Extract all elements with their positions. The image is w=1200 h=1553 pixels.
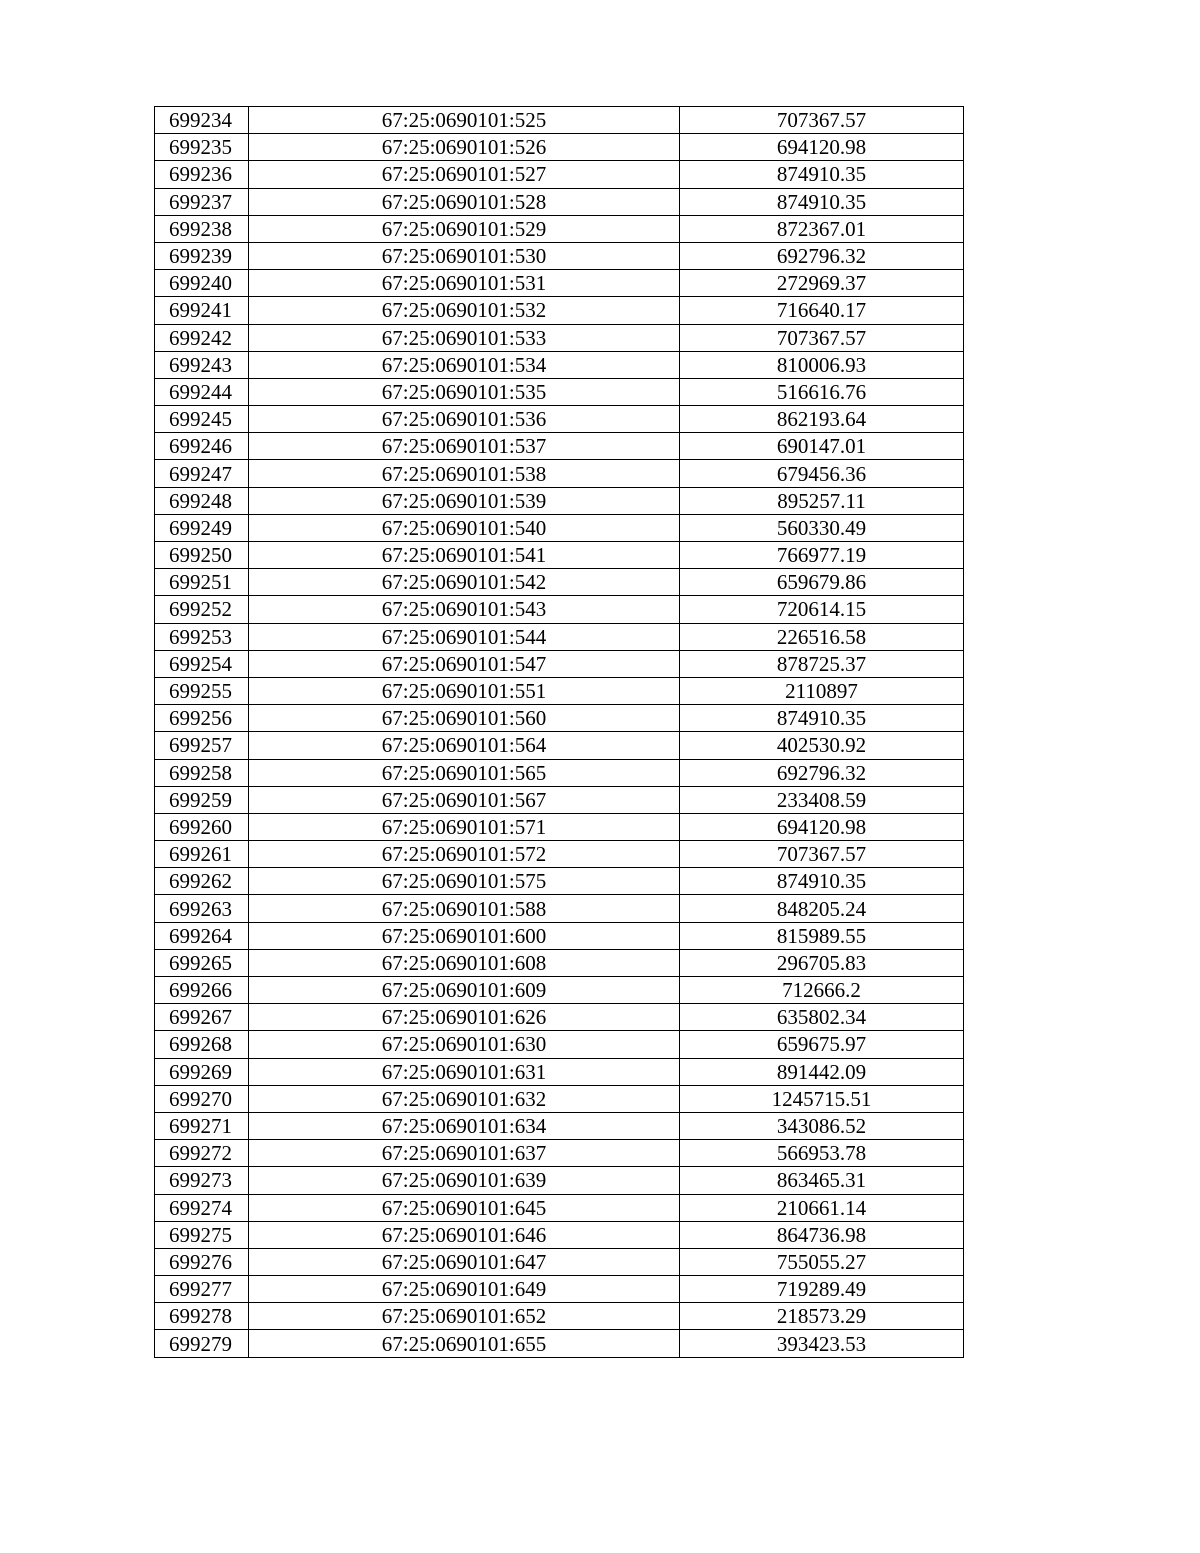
cadastral-value-cell: 210661.14 [680, 1194, 964, 1221]
cadastral-number-cell: 67:25:0690101:647 [249, 1248, 680, 1275]
table-row [155, 977, 964, 1004]
row-number-cell: 699265 [155, 949, 249, 976]
row-number-cell: 699236 [155, 161, 249, 188]
table-row [155, 188, 964, 215]
cadastral-number-cell: 67:25:0690101:572 [249, 841, 680, 868]
cadastral-value-cell: 848205.24 [680, 895, 964, 922]
table-row [155, 351, 964, 378]
row-number-cell: 699251 [155, 569, 249, 596]
table-row [155, 569, 964, 596]
row-number-cell: 699242 [155, 324, 249, 351]
cadastral-number-cell: 67:25:0690101:609 [249, 977, 680, 1004]
cadastral-number-cell: 67:25:0690101:544 [249, 623, 680, 650]
row-number-cell: 699246 [155, 433, 249, 460]
cadastral-number-cell: 67:25:0690101:652 [249, 1303, 680, 1330]
cadastral-number-cell: 67:25:0690101:532 [249, 297, 680, 324]
row-number-cell: 699271 [155, 1112, 249, 1139]
table-row [155, 596, 964, 623]
cadastral-value-cell: 707367.57 [680, 107, 964, 134]
table-row [155, 922, 964, 949]
table-row [155, 324, 964, 351]
row-number-cell: 699267 [155, 1004, 249, 1031]
table-row [155, 297, 964, 324]
cadastral-number-cell: 67:25:0690101:536 [249, 406, 680, 433]
table-row [155, 1167, 964, 1194]
row-number-cell: 699268 [155, 1031, 249, 1058]
cadastral-value-cell: 566953.78 [680, 1140, 964, 1167]
cadastral-value-cell: 719289.49 [680, 1276, 964, 1303]
row-number-cell: 699234 [155, 107, 249, 134]
cadastral-number-cell: 67:25:0690101:645 [249, 1194, 680, 1221]
cadastral-value-cell: 233408.59 [680, 786, 964, 813]
table-row [155, 1140, 964, 1167]
table-row [155, 1303, 964, 1330]
row-number-cell: 699247 [155, 460, 249, 487]
cadastral-value-cell: 516616.76 [680, 378, 964, 405]
table-row [155, 1112, 964, 1139]
table-row [155, 514, 964, 541]
table-row [155, 705, 964, 732]
table-row [155, 215, 964, 242]
table-row [155, 868, 964, 895]
row-number-cell: 699235 [155, 134, 249, 161]
cadastral-number-cell: 67:25:0690101:575 [249, 868, 680, 895]
cadastral-value-cell: 863465.31 [680, 1167, 964, 1194]
row-number-cell: 699237 [155, 188, 249, 215]
row-number-cell: 699258 [155, 759, 249, 786]
cadastral-number-cell: 67:25:0690101:537 [249, 433, 680, 460]
row-number-cell: 699249 [155, 514, 249, 541]
row-number-cell: 699239 [155, 242, 249, 269]
cadastral-number-cell: 67:25:0690101:608 [249, 949, 680, 976]
cadastral-number-cell: 67:25:0690101:567 [249, 786, 680, 813]
row-number-cell: 699261 [155, 841, 249, 868]
cadastral-number-cell: 67:25:0690101:639 [249, 1167, 680, 1194]
row-number-cell: 699250 [155, 542, 249, 569]
row-number-cell: 699279 [155, 1330, 249, 1357]
row-number-cell: 699243 [155, 351, 249, 378]
row-number-cell: 699263 [155, 895, 249, 922]
table-row [155, 378, 964, 405]
row-number-cell: 699253 [155, 623, 249, 650]
table-row [155, 406, 964, 433]
table-row [155, 732, 964, 759]
row-number-cell: 699269 [155, 1058, 249, 1085]
table-row [155, 786, 964, 813]
cadastral-value-cell: 862193.64 [680, 406, 964, 433]
table-row [155, 759, 964, 786]
table-row [155, 487, 964, 514]
cadastral-value-cell: 874910.35 [680, 868, 964, 895]
row-number-cell: 699245 [155, 406, 249, 433]
row-number-cell: 699241 [155, 297, 249, 324]
cadastral-number-cell: 67:25:0690101:560 [249, 705, 680, 732]
cadastral-number-cell: 67:25:0690101:534 [249, 351, 680, 378]
cadastral-value-cell: 635802.34 [680, 1004, 964, 1031]
table-row [155, 107, 964, 134]
cadastral-number-cell: 67:25:0690101:632 [249, 1085, 680, 1112]
cadastral-number-cell: 67:25:0690101:631 [249, 1058, 680, 1085]
table-row [155, 542, 964, 569]
cadastral-value-cell: 891442.09 [680, 1058, 964, 1085]
cadastral-number-cell: 67:25:0690101:538 [249, 460, 680, 487]
row-number-cell: 699256 [155, 705, 249, 732]
cadastral-number-cell: 67:25:0690101:634 [249, 1112, 680, 1139]
cadastral-value-cell: 707367.57 [680, 841, 964, 868]
cadastral-number-cell: 67:25:0690101:630 [249, 1031, 680, 1058]
cadastral-number-cell: 67:25:0690101:543 [249, 596, 680, 623]
cadastral-number-cell: 67:25:0690101:541 [249, 542, 680, 569]
row-number-cell: 699260 [155, 813, 249, 840]
cadastral-value-cell: 692796.32 [680, 759, 964, 786]
cadastral-value-cell: 690147.01 [680, 433, 964, 460]
cadastral-number-cell: 67:25:0690101:525 [249, 107, 680, 134]
cadastral-value-cell: 895257.11 [680, 487, 964, 514]
table-row [155, 1221, 964, 1248]
table-row [155, 1248, 964, 1275]
table-row [155, 134, 964, 161]
cadastral-value-cell: 2110897 [680, 677, 964, 704]
row-number-cell: 699278 [155, 1303, 249, 1330]
row-number-cell: 699257 [155, 732, 249, 759]
table-row [155, 1330, 964, 1357]
table-row [155, 895, 964, 922]
cadastral-value-cell: 766977.19 [680, 542, 964, 569]
cadastral-number-cell: 67:25:0690101:646 [249, 1221, 680, 1248]
cadastral-value-cell: 694120.98 [680, 813, 964, 840]
row-number-cell: 699248 [155, 487, 249, 514]
cadastral-number-cell: 67:25:0690101:530 [249, 242, 680, 269]
table-row [155, 813, 964, 840]
row-number-cell: 699270 [155, 1085, 249, 1112]
table-body [155, 107, 964, 1358]
row-number-cell: 699275 [155, 1221, 249, 1248]
row-number-cell: 699264 [155, 922, 249, 949]
cadastral-value-cell: 1245715.51 [680, 1085, 964, 1112]
table-row [155, 1085, 964, 1112]
cadastral-value-cell: 272969.37 [680, 270, 964, 297]
table-row [155, 433, 964, 460]
cadastral-number-cell: 67:25:0690101:588 [249, 895, 680, 922]
table-row [155, 161, 964, 188]
table-row [155, 460, 964, 487]
cadastral-number-cell: 67:25:0690101:565 [249, 759, 680, 786]
cadastral-number-cell: 67:25:0690101:649 [249, 1276, 680, 1303]
cadastral-number-cell: 67:25:0690101:529 [249, 215, 680, 242]
cadastral-number-cell: 67:25:0690101:637 [249, 1140, 680, 1167]
row-number-cell: 699252 [155, 596, 249, 623]
cadastral-value-cell: 707367.57 [680, 324, 964, 351]
table-row [155, 677, 964, 704]
cadastral-value-cell: 659675.97 [680, 1031, 964, 1058]
cadastral-value-cell: 226516.58 [680, 623, 964, 650]
cadastral-number-cell: 67:25:0690101:540 [249, 514, 680, 541]
cadastral-number-cell: 67:25:0690101:526 [249, 134, 680, 161]
cadastral-value-cell: 755055.27 [680, 1248, 964, 1275]
row-number-cell: 699240 [155, 270, 249, 297]
row-number-cell: 699266 [155, 977, 249, 1004]
cadastral-value-cell: 393423.53 [680, 1330, 964, 1357]
row-number-cell: 699238 [155, 215, 249, 242]
cadastral-number-cell: 67:25:0690101:535 [249, 378, 680, 405]
cadastral-number-cell: 67:25:0690101:600 [249, 922, 680, 949]
cadastral-value-table [154, 106, 964, 1358]
row-number-cell: 699244 [155, 378, 249, 405]
cadastral-value-cell: 874910.35 [680, 161, 964, 188]
cadastral-value-cell: 712666.2 [680, 977, 964, 1004]
row-number-cell: 699254 [155, 650, 249, 677]
cadastral-value-cell: 874910.35 [680, 188, 964, 215]
cadastral-number-cell: 67:25:0690101:531 [249, 270, 680, 297]
row-number-cell: 699255 [155, 677, 249, 704]
cadastral-number-cell: 67:25:0690101:533 [249, 324, 680, 351]
table-row [155, 242, 964, 269]
table-row [155, 1031, 964, 1058]
cadastral-value-cell: 659679.86 [680, 569, 964, 596]
cadastral-value-cell: 872367.01 [680, 215, 964, 242]
cadastral-number-cell: 67:25:0690101:528 [249, 188, 680, 215]
cadastral-number-cell: 67:25:0690101:551 [249, 677, 680, 704]
row-number-cell: 699273 [155, 1167, 249, 1194]
row-number-cell: 699274 [155, 1194, 249, 1221]
cadastral-number-cell: 67:25:0690101:571 [249, 813, 680, 840]
row-number-cell: 699276 [155, 1248, 249, 1275]
cadastral-value-cell: 694120.98 [680, 134, 964, 161]
table-row [155, 841, 964, 868]
cadastral-value-cell: 296705.83 [680, 949, 964, 976]
cadastral-value-cell: 692796.32 [680, 242, 964, 269]
cadastral-value-cell: 679456.36 [680, 460, 964, 487]
table-row [155, 1194, 964, 1221]
cadastral-number-cell: 67:25:0690101:547 [249, 650, 680, 677]
cadastral-value-cell: 874910.35 [680, 705, 964, 732]
cadastral-value-cell: 343086.52 [680, 1112, 964, 1139]
table-row [155, 270, 964, 297]
cadastral-number-cell: 67:25:0690101:542 [249, 569, 680, 596]
row-number-cell: 699262 [155, 868, 249, 895]
table-row [155, 650, 964, 677]
cadastral-number-cell: 67:25:0690101:626 [249, 1004, 680, 1031]
table-row [155, 1058, 964, 1085]
cadastral-number-cell: 67:25:0690101:564 [249, 732, 680, 759]
row-number-cell: 699277 [155, 1276, 249, 1303]
table-row [155, 1004, 964, 1031]
cadastral-number-cell: 67:25:0690101:655 [249, 1330, 680, 1357]
cadastral-value-cell: 720614.15 [680, 596, 964, 623]
cadastral-number-cell: 67:25:0690101:539 [249, 487, 680, 514]
cadastral-number-cell: 67:25:0690101:527 [249, 161, 680, 188]
table-row [155, 1276, 964, 1303]
cadastral-value-cell: 810006.93 [680, 351, 964, 378]
cadastral-value-cell: 560330.49 [680, 514, 964, 541]
cadastral-value-cell: 864736.98 [680, 1221, 964, 1248]
cadastral-value-cell: 815989.55 [680, 922, 964, 949]
cadastral-value-cell: 218573.29 [680, 1303, 964, 1330]
table-row [155, 949, 964, 976]
cadastral-value-cell: 878725.37 [680, 650, 964, 677]
row-number-cell: 699272 [155, 1140, 249, 1167]
cadastral-value-cell: 402530.92 [680, 732, 964, 759]
cadastral-value-cell: 716640.17 [680, 297, 964, 324]
row-number-cell: 699259 [155, 786, 249, 813]
table-row [155, 623, 964, 650]
